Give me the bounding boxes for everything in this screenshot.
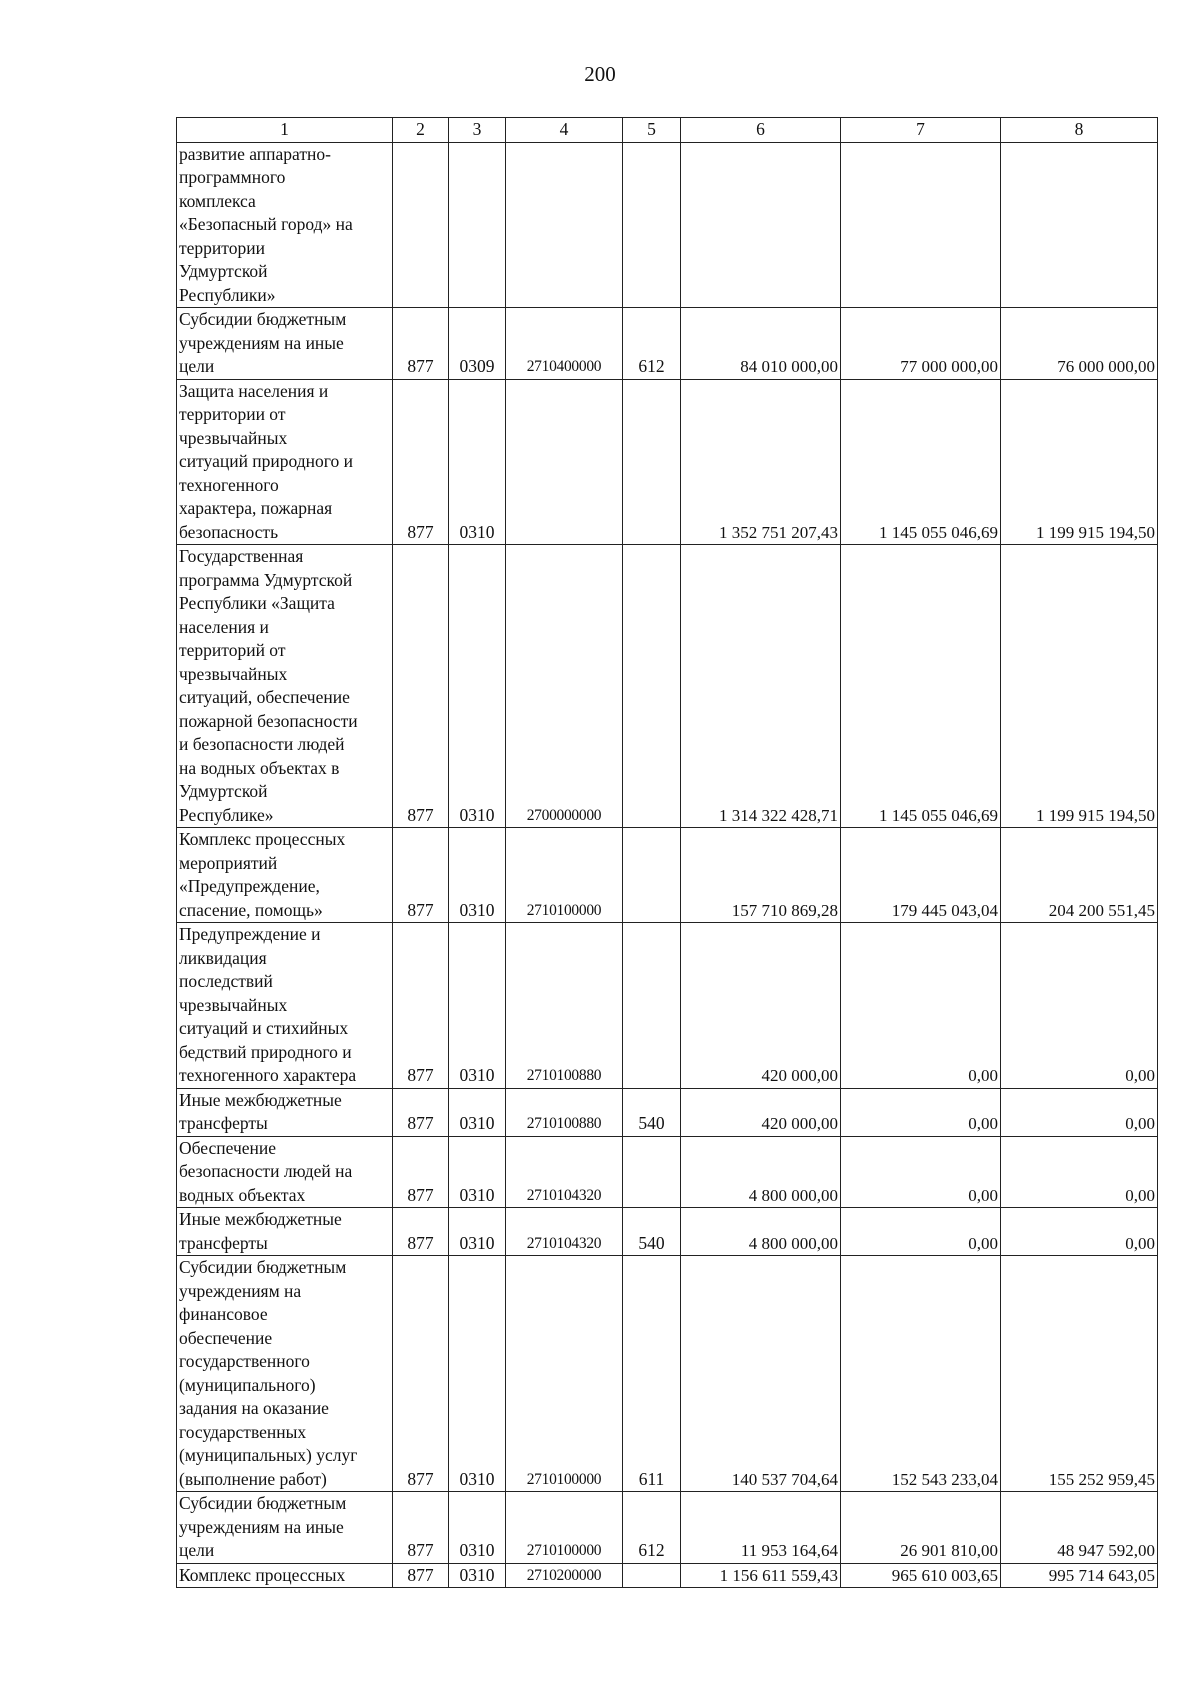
ministry-code-cell: 877 — [393, 1208, 449, 1256]
section-code-cell: 0310 — [449, 1256, 506, 1492]
amount-col7-cell: 152 543 233,04 — [841, 1256, 1001, 1492]
amount-col7-cell: 26 901 810,00 — [841, 1492, 1001, 1564]
section-code-cell: 0310 — [449, 379, 506, 545]
ministry-code-cell: 877 — [393, 923, 449, 1089]
amount-col7-cell: 179 445 043,04 — [841, 828, 1001, 923]
header-cell: 6 — [681, 118, 841, 143]
expense-type-cell: 612 — [623, 308, 681, 380]
amount-col6-cell: 1 352 751 207,43 — [681, 379, 841, 545]
expense-type-cell — [623, 923, 681, 1089]
expense-type-cell — [623, 1563, 681, 1588]
item-name-cell: Защита населения и территории от чрезвычайных ситуаций природного и техногенного характера, пожарная безопасность — [177, 379, 393, 545]
table-row — [177, 923, 1158, 1089]
amount-col7-cell: 0,00 — [841, 923, 1001, 1089]
item-name-cell: развитие аппаратно- программного комплекса «Безопасный город» на территории Удмуртской Республики» — [177, 142, 393, 308]
amount-col6-cell: 4 800 000,00 — [681, 1136, 841, 1208]
section-code-cell: 0309 — [449, 308, 506, 380]
amount-col8-cell: 995 714 643,05 — [1001, 1563, 1158, 1588]
section-code-cell: 0310 — [449, 828, 506, 923]
section-code-cell: 0310 — [449, 1088, 506, 1136]
item-name-cell: Комплекс процессных — [177, 1563, 393, 1588]
amount-col6-cell: 157 710 869,28 — [681, 828, 841, 923]
target-article-cell: 2710104320 — [506, 1208, 623, 1256]
amount-col8-cell: 0,00 — [1001, 923, 1158, 1089]
item-name-cell: Субсидии бюджетным учреждениям на иные цели — [177, 308, 393, 380]
header-cell: 3 — [449, 118, 506, 143]
page-number: 200 — [584, 62, 616, 86]
item-name-cell: Обеспечение безопасности людей на водных объектах — [177, 1136, 393, 1208]
table-row — [177, 142, 1158, 308]
ministry-code-cell: 877 — [393, 828, 449, 923]
section-code-cell: 0310 — [449, 1208, 506, 1256]
item-name-cell: Иные межбюджетные трансферты — [177, 1208, 393, 1256]
amount-col7-cell — [841, 142, 1001, 308]
ministry-code-cell: 877 — [393, 379, 449, 545]
amount-col7-cell: 0,00 — [841, 1136, 1001, 1208]
amount-col8-cell: 155 252 959,45 — [1001, 1256, 1158, 1492]
table-row — [177, 1256, 1158, 1492]
amount-col7-cell: 77 000 000,00 — [841, 308, 1001, 380]
section-code-cell — [449, 142, 506, 308]
header-cell: 1 — [177, 118, 393, 143]
expense-type-cell — [623, 1136, 681, 1208]
ministry-code-cell: 877 — [393, 1088, 449, 1136]
target-article-cell: 2710104320 — [506, 1136, 623, 1208]
item-name-cell: Государственная программа Удмуртской Республики «Защита населения и территорий от чрезвычайных ситуаций, обеспечение пожарной безопасности и безопасности людей на водных объектах в Удмуртской Республике» — [177, 545, 393, 828]
amount-col7-cell: 1 145 055 046,69 — [841, 545, 1001, 828]
header-row — [177, 118, 1158, 143]
section-code-cell: 0310 — [449, 545, 506, 828]
expense-type-cell — [623, 828, 681, 923]
target-article-cell: 2710100880 — [506, 923, 623, 1089]
table-row — [177, 379, 1158, 545]
expense-type-cell: 612 — [623, 1492, 681, 1564]
ministry-code-cell: 877 — [393, 1492, 449, 1564]
table-row — [177, 828, 1158, 923]
item-name-cell: Субсидии бюджетным учреждениям на финансовое обеспечение государственного (муниципального) задания на оказание государственных (муниципальных) услуг (выполнение работ) — [177, 1256, 393, 1492]
ministry-code-cell: 877 — [393, 1136, 449, 1208]
table-row — [177, 1492, 1158, 1564]
section-code-cell: 0310 — [449, 1136, 506, 1208]
amount-col8-cell: 0,00 — [1001, 1136, 1158, 1208]
amount-col8-cell: 204 200 551,45 — [1001, 828, 1158, 923]
amount-col8-cell: 1 199 915 194,50 — [1001, 545, 1158, 828]
amount-col8-cell — [1001, 142, 1158, 308]
expense-type-cell: 540 — [623, 1208, 681, 1256]
amount-col6-cell: 1 314 322 428,71 — [681, 545, 841, 828]
amount-col6-cell: 4 800 000,00 — [681, 1208, 841, 1256]
section-code-cell: 0310 — [449, 1563, 506, 1588]
table-row — [177, 545, 1158, 828]
table-row — [177, 1208, 1158, 1256]
amount-col7-cell: 0,00 — [841, 1088, 1001, 1136]
amount-col6-cell: 420 000,00 — [681, 1088, 841, 1136]
amount-col6-cell: 84 010 000,00 — [681, 308, 841, 380]
target-article-cell — [506, 142, 623, 308]
ministry-code-cell — [393, 142, 449, 308]
expense-type-cell: 611 — [623, 1256, 681, 1492]
amount-col8-cell: 48 947 592,00 — [1001, 1492, 1158, 1564]
expense-type-cell: 540 — [623, 1088, 681, 1136]
amount-col6-cell: 11 953 164,64 — [681, 1492, 841, 1564]
ministry-code-cell: 877 — [393, 308, 449, 380]
expense-type-cell — [623, 142, 681, 308]
amount-col8-cell: 76 000 000,00 — [1001, 308, 1158, 380]
item-name-cell: Комплекс процессных мероприятий «Предупреждение, спасение, помощь» — [177, 828, 393, 923]
amount-col8-cell: 0,00 — [1001, 1088, 1158, 1136]
budget-table — [176, 117, 1158, 1588]
target-article-cell: 2710100000 — [506, 828, 623, 923]
amount-col6-cell: 1 156 611 559,43 — [681, 1563, 841, 1588]
table-row — [177, 1563, 1158, 1588]
header-cell: 7 — [841, 118, 1001, 143]
amount-col6-cell — [681, 142, 841, 308]
item-name-cell: Предупреждение и ликвидация последствий чрезвычайных ситуаций и стихийных бедствий природного и техногенного характера — [177, 923, 393, 1089]
item-name-cell: Субсидии бюджетным учреждениям на иные цели — [177, 1492, 393, 1564]
amount-col6-cell: 420 000,00 — [681, 923, 841, 1089]
target-article-cell: 2710100000 — [506, 1256, 623, 1492]
section-code-cell: 0310 — [449, 1492, 506, 1564]
header-cell: 5 — [623, 118, 681, 143]
amount-col7-cell: 0,00 — [841, 1208, 1001, 1256]
header-cell: 8 — [1001, 118, 1158, 143]
table-row — [177, 1136, 1158, 1208]
header-cell: 4 — [506, 118, 623, 143]
table-row — [177, 308, 1158, 380]
ministry-code-cell: 877 — [393, 1256, 449, 1492]
amount-col6-cell: 140 537 704,64 — [681, 1256, 841, 1492]
item-name-cell: Иные межбюджетные трансферты — [177, 1088, 393, 1136]
expense-type-cell — [623, 545, 681, 828]
amount-col7-cell: 965 610 003,65 — [841, 1563, 1001, 1588]
header-cell: 2 — [393, 118, 449, 143]
ministry-code-cell: 877 — [393, 1563, 449, 1588]
target-article-cell: 2710400000 — [506, 308, 623, 380]
amount-col7-cell: 1 145 055 046,69 — [841, 379, 1001, 545]
amount-col8-cell: 0,00 — [1001, 1208, 1158, 1256]
target-article-cell: 2710200000 — [506, 1563, 623, 1588]
table-row — [177, 1088, 1158, 1136]
expense-type-cell — [623, 379, 681, 545]
target-article-cell: 2710100880 — [506, 1088, 623, 1136]
section-code-cell: 0310 — [449, 923, 506, 1089]
target-article-cell — [506, 379, 623, 545]
target-article-cell: 2710100000 — [506, 1492, 623, 1564]
ministry-code-cell: 877 — [393, 545, 449, 828]
amount-col8-cell: 1 199 915 194,50 — [1001, 379, 1158, 545]
target-article-cell: 2700000000 — [506, 545, 623, 828]
